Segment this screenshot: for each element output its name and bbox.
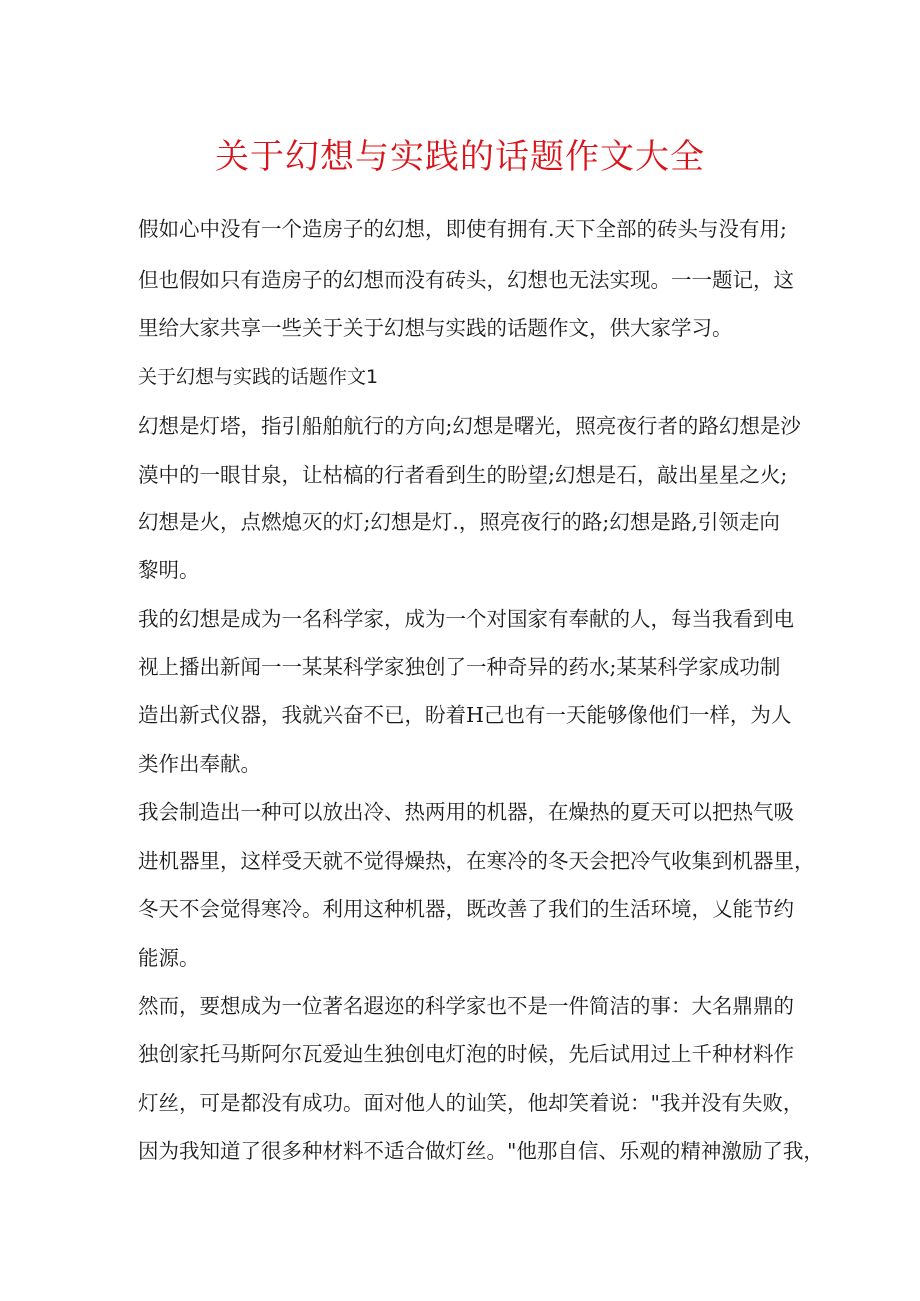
intro-line-1: 假如心中没有一个造房子的幻想，即使有拥有.天下全部的砖头与没有用; bbox=[138, 217, 787, 241]
intro-line-2: 但也假如只有造房子的幻想而没有砖头，幻想也无法实现。一一题记，这 bbox=[138, 268, 794, 292]
paragraph-1-line-3: 幻想是火，点燃熄灭的灯;幻想是灯.，照亮夜行的路;幻想是路,引领走向 bbox=[138, 510, 780, 534]
paragraph-1-line-2: 漠中的一眼甘泉，让枯槁的行者看到生的盼望;幻想是石，敲出星星之火; bbox=[138, 463, 788, 487]
paragraph-3-line-4: 能源。 bbox=[138, 946, 200, 970]
paragraph-4-line-4: 因为我知道了很多种材料不适合做灯丝。"他那自信、乐观的精神激励了我， bbox=[138, 1139, 824, 1163]
section-heading: 关于幻想与实践的话题作文1 bbox=[138, 366, 379, 388]
paragraph-4-line-1: 然而，要想成为一位著名遐迩的科学家也不是一件简洁的事：大名鼎鼎的 bbox=[138, 994, 794, 1018]
paragraph-3-line-3: 冬天不会觉得寒冷。利用这种机器，既改善了我们的生活环境，乂能节约 bbox=[138, 897, 794, 921]
paragraph-2-line-4: 类作出奉献。 bbox=[138, 752, 261, 776]
paragraph-3-line-2: 进机器里，这样受天就不觉得燥热，在寒冷的冬天会把冷气收集到机器里， bbox=[138, 849, 815, 873]
paragraph-4-line-3: 灯丝，可是都没有成功。面对他人的讪笑，他却笑着说："我并没有失败， bbox=[138, 1091, 804, 1115]
paragraph-2-line-3: 造出新式仪器，我就兴奋不已，盼着H己也有一天能够像他们一样，为人 bbox=[138, 703, 792, 727]
paragraph-4-line-2: 独创家托马斯阿尔瓦爱辿生独创电灯泡的时候，先后试用过上千种材料作 bbox=[138, 1042, 794, 1066]
paragraph-2-line-2: 视上播出新闻一一某某科学家独创了一种奇异的药水;某某科学家成功制 bbox=[138, 655, 781, 679]
paragraph-1-line-4: 黎明。 bbox=[138, 558, 200, 582]
intro-line-3: 里给大家共享一些关于关于幻想与实践的话题作文，供大家学习。 bbox=[138, 316, 733, 340]
document-title: 关于幻想与实践的话题作文大全 bbox=[215, 137, 705, 177]
paragraph-3-line-1: 我会制造出一种可以放出冷、热两用的机器，在燥热的夏天可以把热气吸 bbox=[138, 800, 794, 824]
paragraph-2-line-1: 我的幻想是成为一名科学家，成为一个对国家有奉献的人，每当我看到电 bbox=[138, 607, 794, 631]
paragraph-1-line-1: 幻想是灯塔，指引船舶航行的方向;幻想是曙光，照亮夜行者的路幻想是沙 bbox=[138, 414, 801, 438]
